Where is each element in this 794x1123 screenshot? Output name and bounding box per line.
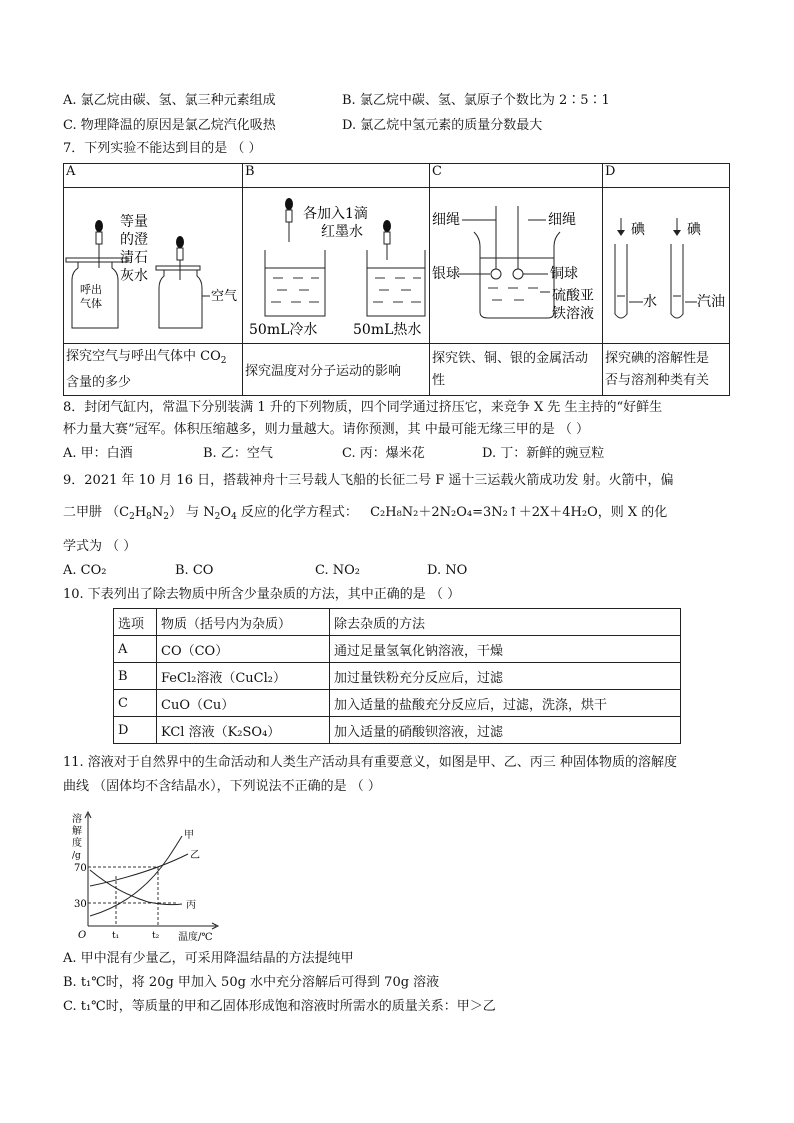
q9-line1: 9．2021 年 10 月 16 日，搭载神舟十三号载人飞船的长征二号 F 遥十三运载火箭成功发 射。火箭中，偏 [63,473,674,488]
q8-option-a: A. 甲：白酒 [63,446,133,461]
q8-stem-line2: 杯力量大赛”冠军。体积压缩越多，则力量越大。请你预测，其 中最可能无缘三甲的是 （ ） [63,422,590,437]
q10-header-method: 除去杂质的方法 [330,609,681,636]
table-row: D KCl 溶液（K₂SO₄） 加入适量的硝酸钡溶液，过滤 [114,717,681,744]
y-label-3: 度 [72,838,82,849]
q10-stem: 10. 下表列出了除去物质中所含少量杂质的方法，其中正确的是 （ ） [63,587,461,602]
q7a-reagent-line2: 的澄 [120,232,148,248]
q11-stem-line2: 曲线 （固体均不含结晶水），下列说法不正确的是 （ ） [63,779,381,794]
q7d-solvent-right: 汽油 [697,294,725,310]
q7c-ball-left: 银球 [432,266,460,282]
q11-option-a: A. 甲中混有少量乙，可采用降温结晶的方法提纯甲 [63,951,354,966]
q10-table [113,608,681,744]
table-row: B FeCl₂溶液（CuCl₂） 加过量铁粉充分反应后，过滤 [114,663,681,690]
q11-option-c: C. t₁℃时，等质量的甲和乙固体形成饱和溶液时所需水的质量关系：甲＞乙 [63,999,496,1014]
q7-header-c: C [430,164,603,188]
q8-option-d: D. 丁：新鲜的豌豆粒 [482,446,605,461]
q11-option-b: B. t₁℃时，将 20g 甲加入 50g 水中充分溶解后可得到 70g 溶液 [63,975,440,990]
q7c-solution-line1: 硫酸亚 [552,288,594,304]
q7-desc-b: 探究温度对分子运动的影响 [243,344,430,396]
q7a-bottle-left-line1: 呼出 [80,283,102,296]
q8-stem-line1: 8．封闭气缸内，常温下分别装满 1 升的下列物质，四个同学通过挤压它，来竞争 X 先 生主持的“好鲜生 [63,400,663,415]
series-label-yi: 乙 [190,850,200,861]
q9-equation: C₂H₈N₂＋2N₂O₄=3N₂↑＋2X＋4H₂O [370,505,598,520]
q7-figure-b [243,188,430,344]
x-tick-t1: t₁ [112,931,120,941]
q7b-right-label: 50mL热水 [353,322,422,338]
q7-figure-c [430,188,603,344]
q7a-bottle-left-line2: 气体 [80,297,102,310]
q7a-reagent-line1: 等量 [120,214,148,230]
q9-option-d: D. NO [427,563,468,578]
q7c-rope-left: 细绳 [432,212,460,228]
q7d-iodine-right: 碘 [687,222,701,238]
q7-desc-c: 探究铁、铜、银的金属活动 性 [430,344,603,396]
q7c-ball-right: 铜球 [550,266,578,282]
q7c-rope-right: 细绳 [548,212,576,228]
q7-header-a: A [64,164,243,188]
q7b-left-label: 50mL冷水 [249,322,318,338]
q7b-reagent-line2: 红墨水 [321,224,363,240]
q9-line3: 学式为 （ ） [63,539,137,554]
q6-option-a: A. 氯乙烷由碳、氢、氯三种元素组成 [63,93,276,108]
q7-figure-a [64,188,243,344]
q7-stem: 7．下列实验不能达到目的是 （ ） [63,141,262,156]
q6-option-c: C. 物理降温的原因是氯乙烷汽化吸热 [63,118,276,133]
q6-option-b: B. 氯乙烷中碳、氢、氯原子个数比为 2∶5∶1 [342,93,610,108]
q7-table [63,163,730,396]
x-label: 温度/℃ [178,932,213,943]
q7-figure-d [603,188,730,344]
q10-header-option: 选项 [114,609,157,636]
q7a-reagent-line3: 清石 [120,250,148,266]
q7a-bottle-right-label: 空气 [211,289,238,304]
y-label-1: 溶 [72,814,82,825]
q7d-iodine-left: 碘 [631,222,645,238]
q7-desc-d: 探究碘的溶解性是 否与溶剂种类有关 [603,344,730,396]
series-label-jia: 甲 [184,830,194,841]
table-row: A CO（CO） 通过足量氢氧化钠溶液，干燥 [114,636,681,663]
series-label-bing: 丙 [186,900,196,911]
y-tick-70: 70 [74,863,87,874]
q8-option-c: C. 丙：爆米花 [342,446,425,461]
q7-header-d: D [603,164,730,188]
table-row: C CuO（Cu） 加入适量的盐酸充分反应后，过滤，洗涤，烘干 [114,690,681,717]
y-label-2: 解 [72,826,82,837]
q9-option-b: B. CO [175,563,214,578]
q7-desc-a: 探究空气与呼出气体中 $CO_2$ 含量的多少 [64,344,243,396]
q9-line2: 二甲肼 $(C_2H_8N_2)$ 与 $N_2O_4$ 反应的化学方程式： C₂H₈N₂＋2N₂O₄=3N₂↑＋2X＋4H₂O，则 X 的化 [63,505,668,522]
y-tick-30: 30 [74,899,87,910]
q7-header-b: B [243,164,430,188]
q6-option-d: D. 氯乙烷中氢元素的质量分数最大 [342,118,543,133]
q7b-reagent-line1: 各加入1滴 [303,206,368,222]
x-tick-t2: t₂ [152,931,160,941]
origin-label: O [78,930,87,941]
q7c-solution-line2: 铁溶液 [552,306,594,322]
curve-jia [90,836,182,916]
q11-stem-line1: 11. 溶液对于自然界中的生命活动和人类生产活动具有重要意义，如图是甲、乙、丙三 种固体物质的溶解度 [63,755,677,770]
q8-option-b: B. 乙：空气 [203,446,273,461]
q9-option-c: C. NO₂ [315,563,360,578]
q7a-reagent-line4: 灰水 [120,268,148,284]
curve-bing [90,870,182,905]
solubility-chart [68,808,228,944]
q9-option-a: A. CO₂ [63,563,107,578]
q10-header-substance: 物质（括号内为杂质） [157,609,330,636]
q7d-solvent-left: 水 [643,294,657,310]
y-label-4: /g [72,851,81,861]
